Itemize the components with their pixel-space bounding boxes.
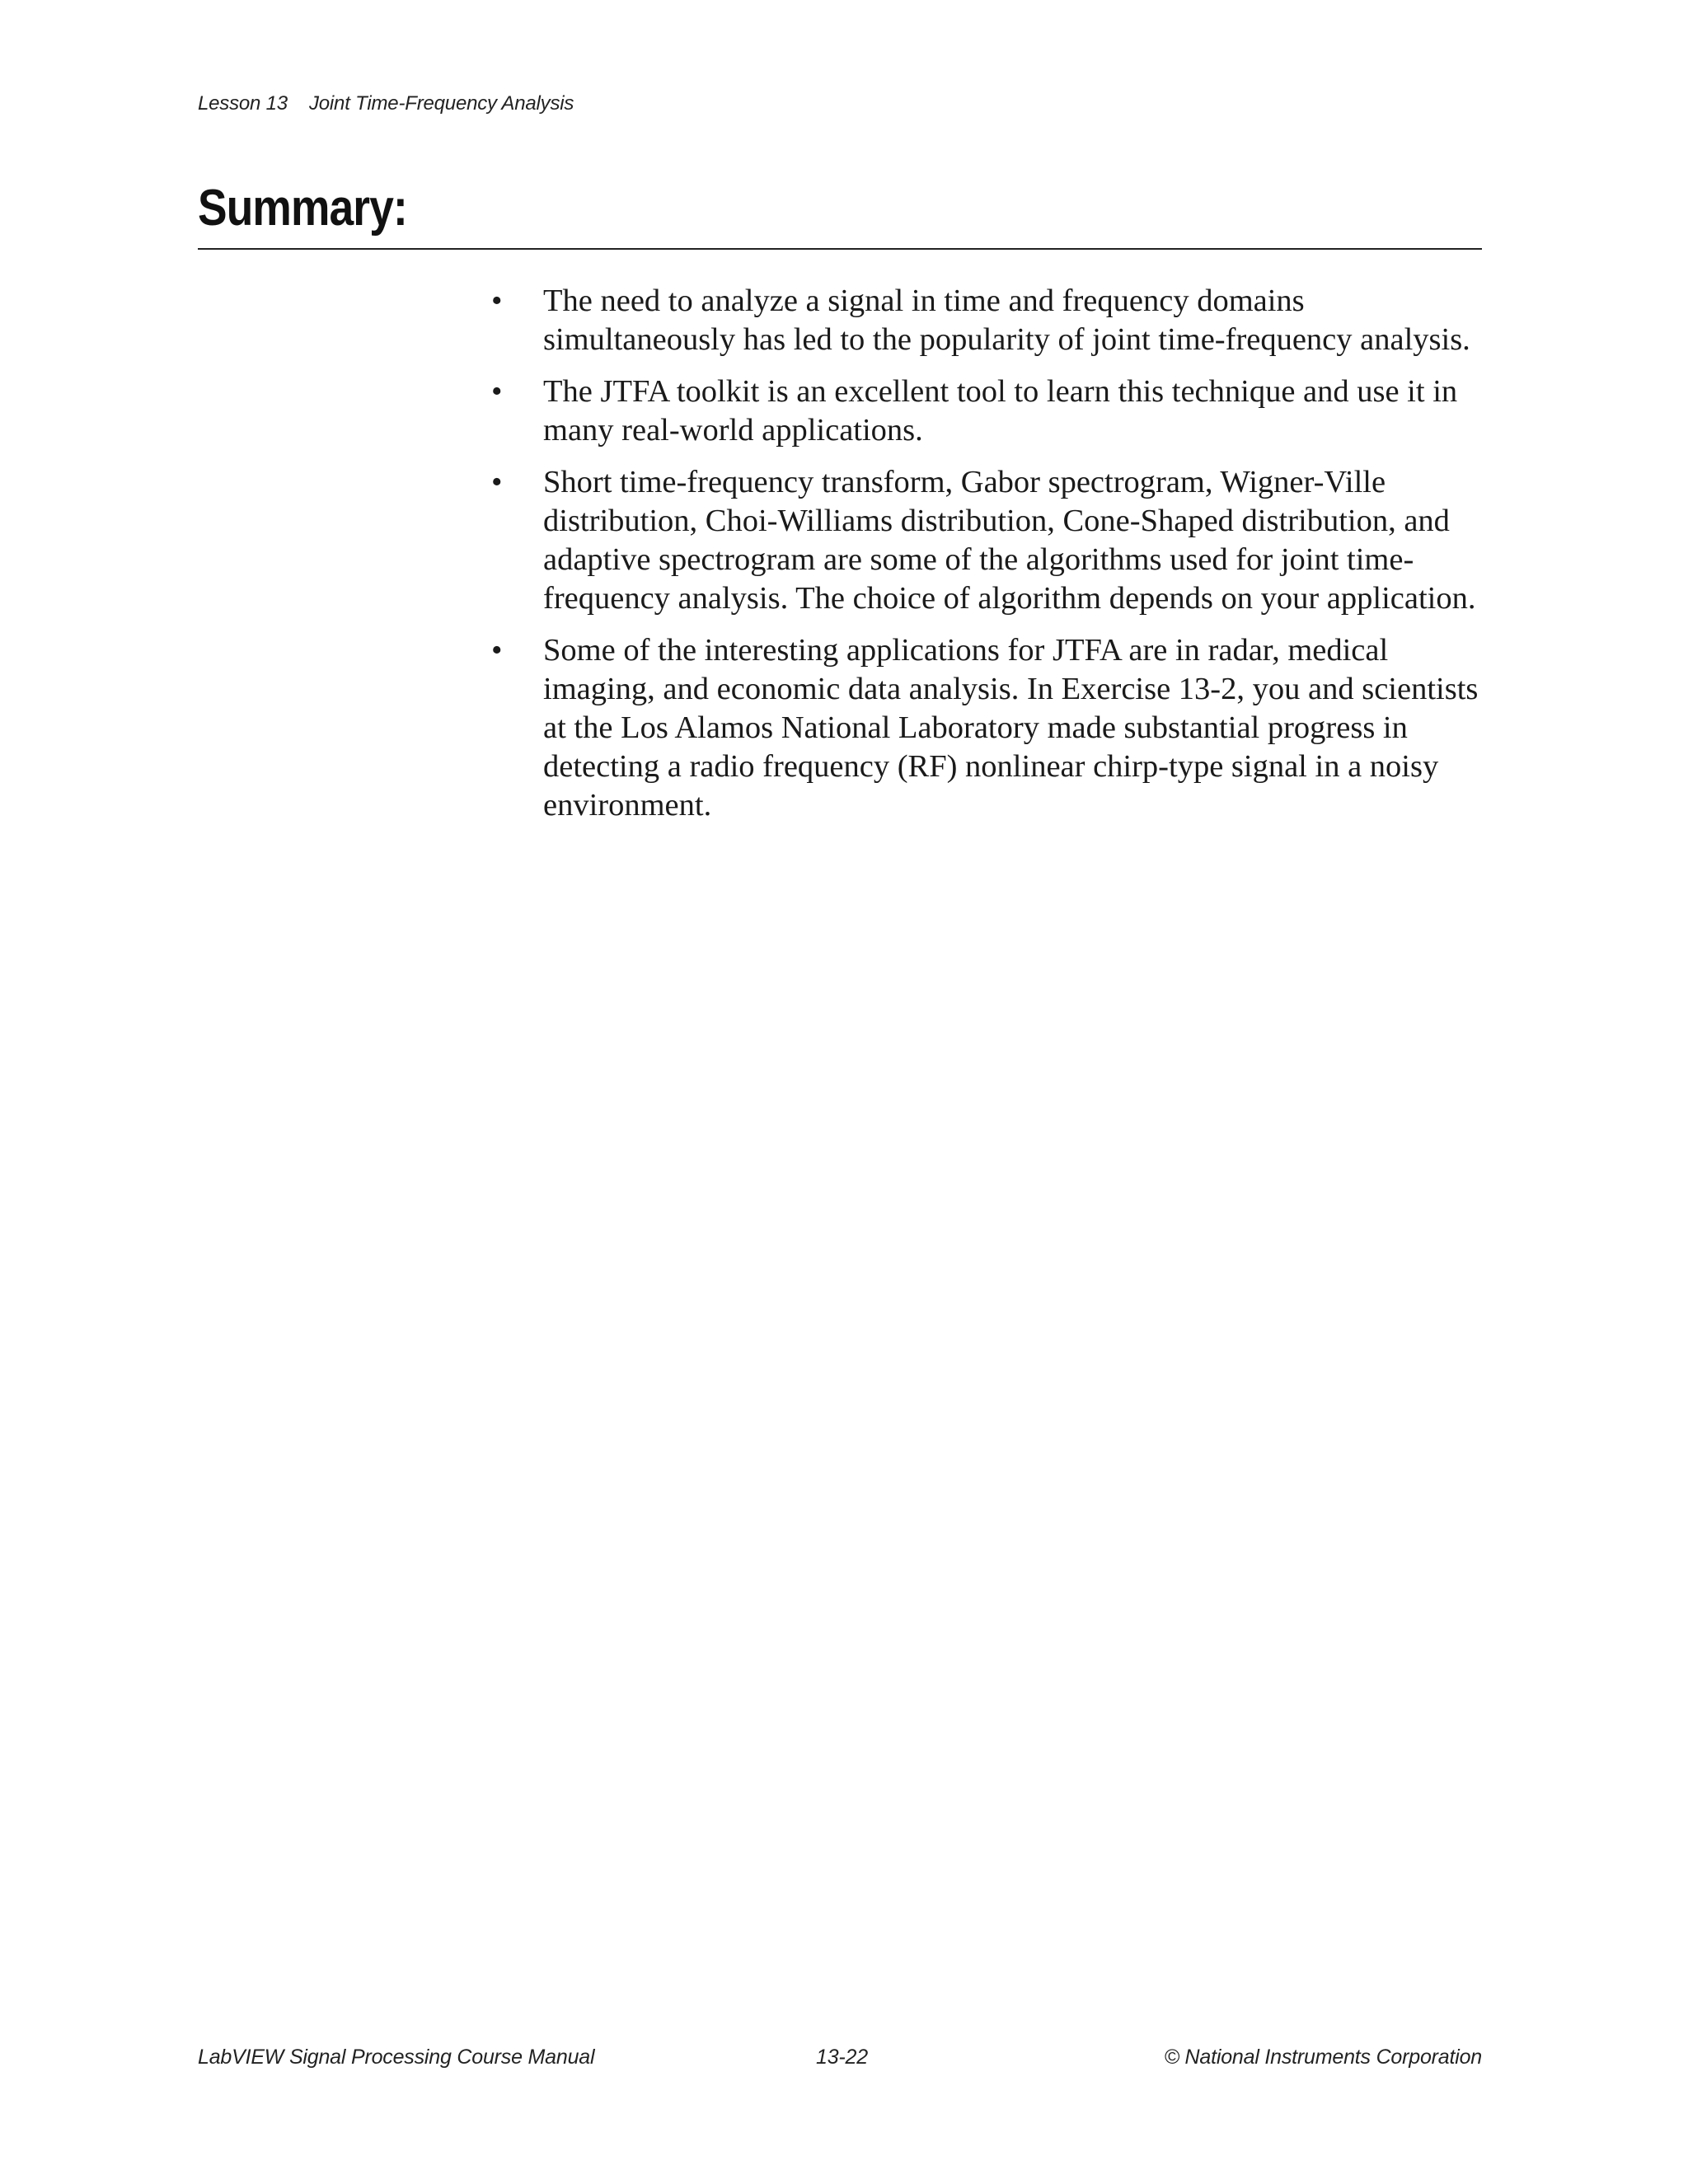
summary-bullet-2 — [491, 373, 1493, 450]
bullet-icon: • — [491, 465, 503, 499]
summary-bullet-4 — [491, 631, 1493, 825]
summary-bullet-1 — [491, 282, 1493, 359]
running-header — [198, 92, 574, 115]
summary-bullet-3 — [491, 463, 1493, 618]
footer-copyright: © National Instruments Corporation — [1164, 2046, 1482, 2069]
bullet-text: The JTFA toolkit is an excellent tool to learn this technique and use it in many real-world applications. — [543, 374, 1458, 448]
bullet-text: Short time-frequency transform, Gabor spectrogram, Wigner-Ville distribution, Choi-Williams distribution, Cone-Shaped distribution, and adaptive spectrogram are some of the algorithms used for joint time-frequency analysis. The choice of algorithm depends on your application. — [543, 465, 1476, 616]
footer-manual-title: LabVIEW Signal Processing Course Manual — [198, 2046, 595, 2069]
footer-page-number: 13-22 — [816, 2046, 868, 2069]
section-title: Summary: — [198, 180, 407, 237]
bullet-icon: • — [491, 633, 503, 668]
bullet-icon: • — [491, 284, 503, 318]
bullet-text: The need to analyze a signal in time and frequency domains simultaneously has led to the popularity of joint time-frequency analysis. — [543, 284, 1470, 357]
bullet-icon: • — [491, 374, 503, 409]
summary-bullet-list — [491, 282, 1493, 838]
bullet-text: Some of the interesting applications for JTFA are in radar, medical imaging, and economic data analysis. In Exercise 13-2, you and scientists at the Los Alamos National Laboratory made substantial progress in detecting a radio frequency (RF) nonlinear chirp-type signal in a noisy environment. — [543, 633, 1479, 823]
title-rule — [198, 248, 1482, 250]
lesson-number: Lesson 13 — [198, 92, 288, 115]
lesson-title: Joint Time-Frequency Analysis — [308, 92, 574, 115]
